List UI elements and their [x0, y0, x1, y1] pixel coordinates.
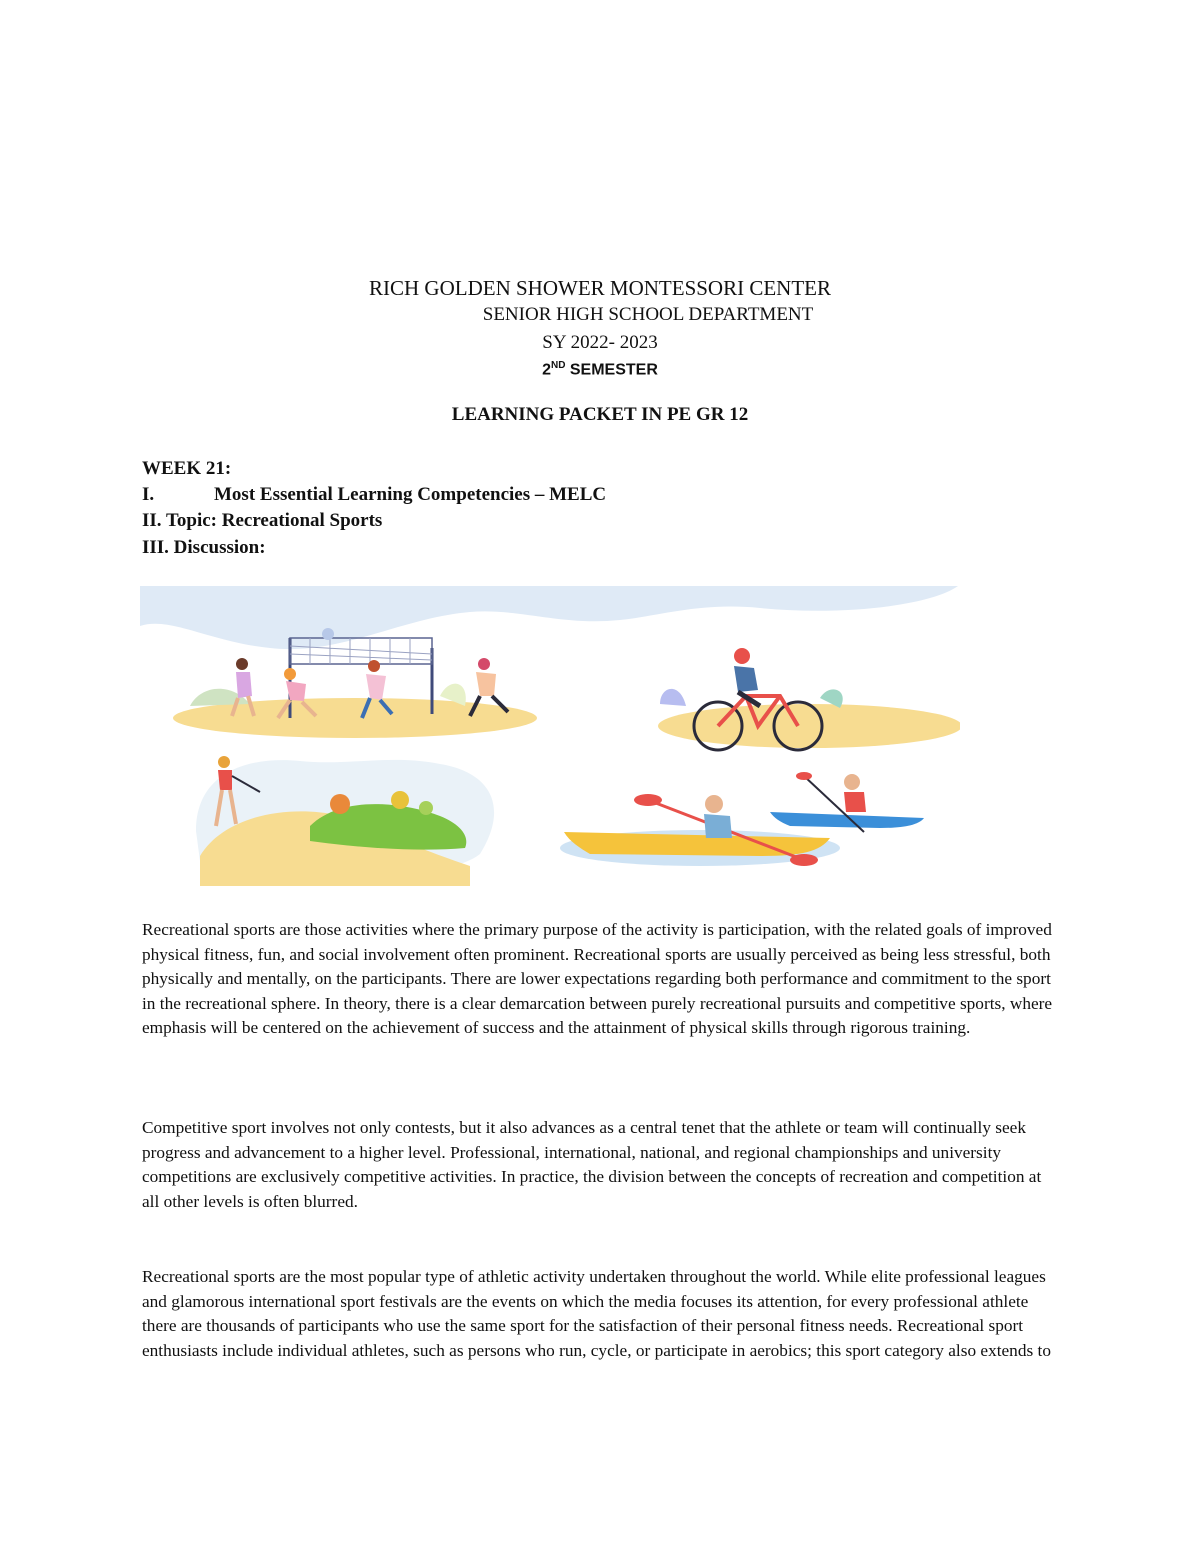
melc-title: Most Essential Learning Competencies – MELC — [214, 484, 607, 505]
cycling-scene — [658, 648, 960, 750]
discussion-heading: III. Discussion: — [142, 537, 266, 558]
school-year: SY 2022- 2023 — [542, 332, 658, 353]
packet-title: LEARNING PACKET IN PE GR 12 — [451, 404, 749, 425]
sky-band — [140, 586, 958, 649]
kayaking-scene — [560, 772, 924, 866]
semester-label: SEMESTER — [565, 361, 658, 379]
melc-heading — [142, 484, 606, 506]
semester-suffix: ND — [550, 360, 566, 371]
topic-heading: II. Topic: Recreational Sports — [142, 510, 383, 531]
golf-scene — [196, 756, 494, 886]
semester-number: 2 — [542, 361, 551, 379]
recreational-sports-illustration — [140, 586, 960, 892]
paragraph-3: Recreational sports are the most popular type of athletic activity undertaken throughout the world. While elite professional leagues and glamorous international sport festivals are the events on which the media focuses its attention, for every professional athlete there are thousands of participants who use the same sport for the satisfaction of their personal fitness needs. Recreational sport enthusiasts include individual athletes, such as persons who run, cycle, or participate in aerobics; this sport category also extends to — [142, 1267, 1051, 1360]
paragraph-2: Competitive sport involves not only contests, but it also advances as a central tenet that the athlete or team will continually seek progress and advancement to a higher level. Professional, international, national, and regional championships and university competitions are exclusively competitive activities. In practice, the division between the concepts of recreation and competition at all other levels is often blurred. — [142, 1118, 1042, 1211]
school-name: RICH GOLDEN SHOWER MONTESSORI CENTER — [369, 276, 831, 300]
week-heading: WEEK 21: — [142, 458, 232, 479]
melc-number: I. — [142, 484, 155, 505]
department-text: SENIOR HIGH SCHOOL DEPARTMENT — [482, 304, 814, 325]
volleyball-scene — [173, 628, 537, 738]
semester-line — [0, 360, 1200, 379]
department-name — [0, 304, 1200, 326]
paragraph-1: Recreational sports are those activities where the primary purpose of the activity is participation, with the related goals of improved physical fitness, fun, and social involvement often prominent. Recreational sports are usually perceived as being less stressful, both physically and mentally, on the participants. There are lower expectations regarding both performance and commitment to the sport in the recreational sphere. In theory, there is a clear demarcation between purely recreational pursuits and competitive sports, where emphasis will be centered on the achievement of success and the attainment of physical skills through rigorous training. — [142, 920, 1053, 1038]
